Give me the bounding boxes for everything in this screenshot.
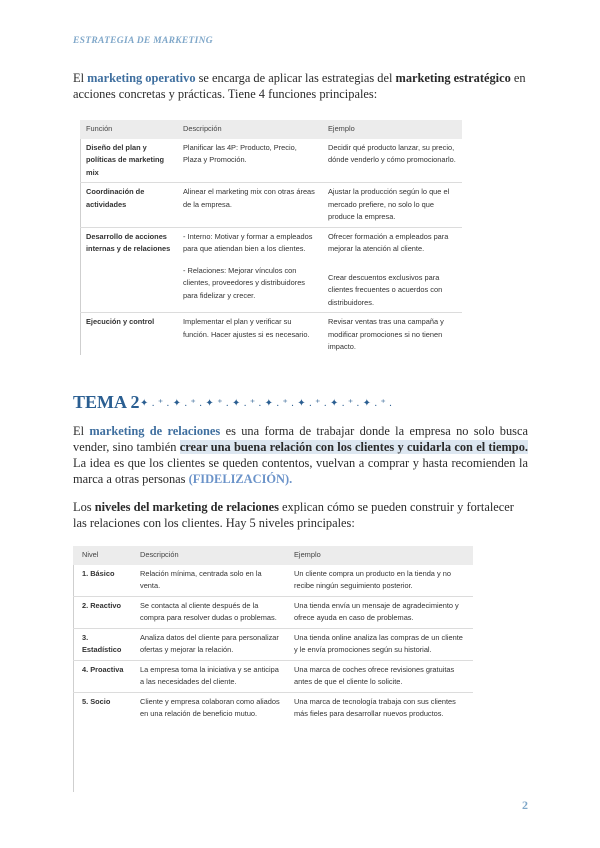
ejemplo-cell	[288, 597, 473, 628]
niveles-table	[73, 546, 473, 724]
descripcion-text: Planificar las 4P: Producto, Precio, Plaza y Promoción.	[183, 142, 297, 164]
nivel-cell: 2. Reactivo	[82, 600, 122, 610]
term-marketing-operativo: marketing operativo	[87, 71, 196, 85]
table-row	[73, 629, 473, 661]
decorative-stars: ✦ . ⁺ . ✦ . ⁺ . ✦ ⁺ . ✦ . ⁺ . ✦ . ⁺ . ✦ . ⁺ . ✦ . ⁺ . ✦ . ⁺ .	[140, 398, 393, 409]
table-header-row	[73, 546, 473, 565]
descripcion-text: Alinear el marketing mix con otras áreas de la empresa.	[183, 187, 315, 209]
nivel-cell: 5. Socio	[82, 696, 111, 706]
descripcion-text: Cliente y empresa colaboran como aliados en una relación de beneficio mutuo.	[140, 696, 280, 718]
descripcion-cell	[134, 597, 288, 628]
descripcion-cell	[177, 183, 322, 227]
funcion-cell: Coordinación de actividades	[86, 187, 145, 209]
table-row	[73, 693, 473, 724]
term-marketing-estrategico: marketing estratégico	[395, 71, 511, 85]
table-row	[80, 183, 462, 228]
niveles-paragraph	[73, 499, 528, 531]
relaciones-text: El	[73, 424, 90, 438]
ejemplo-text: Ajustar la producción según lo que el mercado prefiere, no solo lo que produce la empresa.	[328, 187, 450, 221]
nivel-cell: 1. Básico	[82, 568, 115, 578]
descripcion-cell	[177, 139, 322, 183]
header-descripcion: Descripción	[140, 550, 179, 559]
descripcion-cell	[134, 661, 288, 692]
table-row	[73, 661, 473, 693]
intro-paragraph	[73, 70, 528, 102]
descripcion-cell	[177, 313, 322, 357]
nivel-cell: 4. Proactiva	[82, 664, 124, 674]
niveles-text: Los	[73, 500, 95, 514]
term-niveles: niveles del marketing de relaciones	[94, 500, 279, 514]
section-title: TEMA 2	[73, 392, 140, 412]
descripcion-cell	[134, 565, 288, 596]
nivel-cell: 3. Estadístico	[82, 632, 122, 654]
descripcion-cell	[134, 629, 288, 660]
highlighted-phrase: crear una buena relación con los clientes y cuidarla con el tiempo.	[179, 440, 528, 454]
header-descripcion: Descripción	[183, 124, 222, 133]
ejemplo-cell	[288, 629, 473, 660]
descripcion-text: - Interno: Motivar y formar a empleados para que atiendan bien a los clientes.	[183, 231, 313, 253]
descripcion-text: Se contacta al cliente después de la compra para resolver dudas o problemas.	[140, 600, 277, 622]
table-row	[73, 565, 473, 597]
descripcion-text: Relación mínima, centrada solo en la venta.	[140, 568, 262, 590]
descripcion-text: - Relaciones: Mejorar vínculos con clientes, proveedores y distribuidores para fidelizar y crecer.	[183, 265, 306, 300]
header-ejemplo: Ejemplo	[328, 124, 355, 133]
funcion-cell: Ejecución y control	[86, 317, 155, 326]
ejemplo-cell	[322, 228, 462, 313]
intro-text: se encarga de aplicar las estrategias del	[195, 71, 396, 85]
header-nivel: Nivel	[82, 550, 99, 559]
running-header: ESTRATEGIA DE MARKETING	[73, 36, 213, 46]
table-row	[73, 597, 473, 629]
term-marketing-relaciones: marketing de relaciones	[89, 424, 221, 438]
ejemplo-text: Una tienda online analiza las compras de un cliente y le envía promociones según su historial.	[294, 632, 463, 654]
ejemplo-text: Una marca de tecnología trabaja con sus clientes más fieles para desarrollar nuevos productos.	[294, 696, 456, 718]
funcion-cell: Desarrollo de acciones internas y de relaciones	[86, 231, 171, 253]
descripcion-text: Implementar el plan y verificar su función. Hacer ajustes si es necesario.	[183, 317, 310, 339]
ejemplo-text: Revisar ventas tras una campaña y modificar promociones si no tienen impacto.	[328, 317, 444, 351]
ejemplo-text: Decidir qué producto lanzar, su precio, dónde venderlo y cómo promocionarlo.	[328, 142, 456, 164]
niveles-text: explican cómo se pueden construir y fortalecer las relaciones con los clientes. Hay 5 niveles principales:	[73, 500, 514, 530]
ejemplo-cell	[288, 693, 473, 724]
relaciones-paragraph	[73, 423, 528, 487]
ejemplo-cell	[322, 139, 462, 183]
ejemplo-cell	[288, 661, 473, 692]
ejemplo-cell	[288, 565, 473, 596]
descripcion-cell	[177, 228, 322, 313]
intro-text: El	[73, 71, 88, 85]
descripcion-text: Analiza datos del cliente para personalizar ofertas y mejorar la relación.	[140, 632, 279, 654]
ejemplo-cell	[322, 313, 462, 357]
relaciones-text: La idea es que los clientes se queden contentos, vuelvan a comprar y hasta recomienden la marca a otras personas	[73, 456, 528, 486]
ejemplo-text: Una tienda envía un mensaje de agradecimiento y ofrece ayuda en caso de problemas.	[294, 600, 459, 622]
ejemplo-text: Crear descuentos exclusivos para clientes frecuentes o acuerdos con distribuidores.	[328, 272, 443, 307]
page-number: 2	[522, 798, 528, 812]
table-row	[80, 228, 462, 314]
ejemplo-cell	[322, 183, 462, 227]
table-row	[80, 313, 462, 357]
funcion-cell: Diseño del plan y políticas de marketing mix	[86, 142, 165, 177]
descripcion-cell	[134, 693, 288, 724]
ejemplo-text: Una marca de coches ofrece revisiones gratuitas antes de que el cliente lo solicite.	[294, 664, 455, 686]
relaciones-text: es una forma de trabajar donde la empresa no solo busca vender, sino también	[73, 424, 528, 454]
ejemplo-text: Un cliente compra un producto en la tienda y no recibe ningún seguimiento posterior.	[294, 568, 451, 590]
ejemplo-text: Ofrecer formación a empleados para mejorar la atención al cliente.	[328, 231, 449, 253]
table-header-row	[80, 120, 462, 139]
header-funcion: Función	[86, 124, 113, 133]
fidelizacion-term: (FIDELIZACIÓN).	[188, 472, 293, 486]
descripcion-text: La empresa toma la iniciativa y se anticipa a las necesidades del cliente.	[140, 664, 279, 686]
funciones-table	[80, 120, 462, 357]
table-row	[80, 139, 462, 184]
intro-text: en acciones concretas y prácticas. Tiene 4 funciones principales:	[73, 71, 526, 101]
header-ejemplo: Ejemplo	[294, 550, 321, 559]
